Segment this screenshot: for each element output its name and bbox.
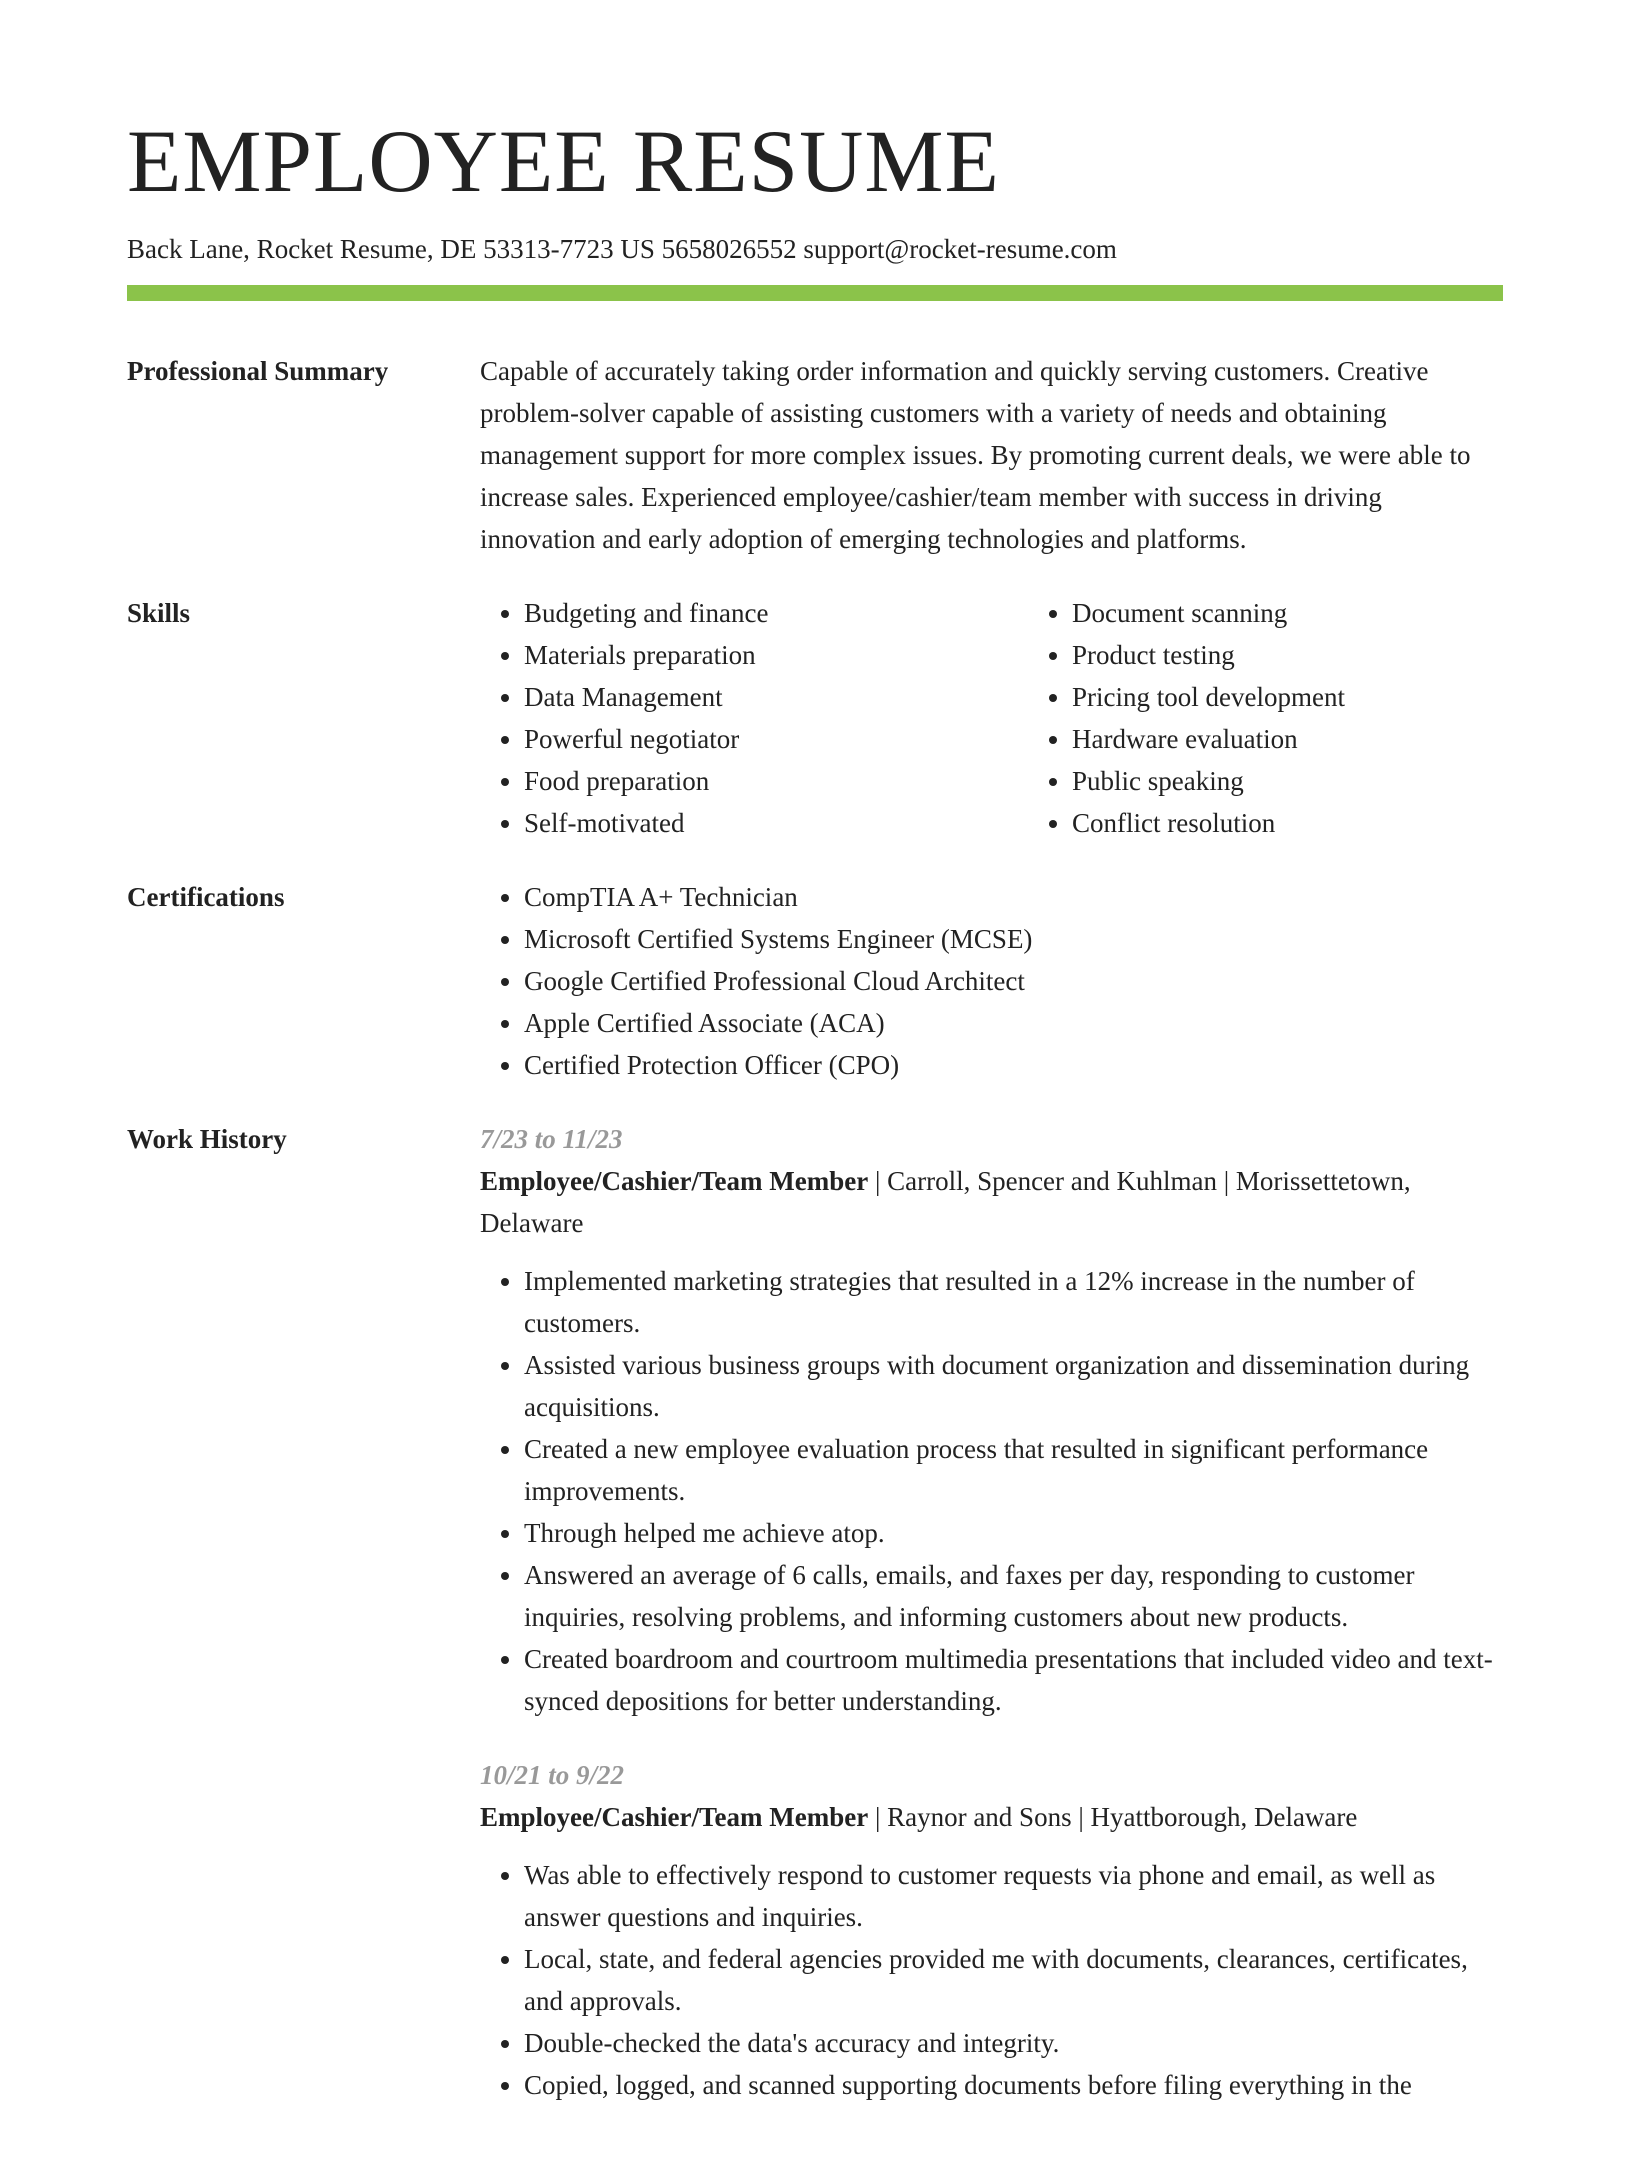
resume-body (127, 350, 1503, 2170)
section-label: Work History (127, 1124, 287, 1154)
job-bullet: • Was able to effectively respond to customer requests via phone and email, as well as answer questions and inquiries. (524, 1854, 1503, 1938)
job-bullet: • Assisted various business groups with document organization and dissemination during acquisitions. (524, 1344, 1503, 1428)
skill-item: • Budgeting and finance (524, 592, 1028, 634)
job-bullet: • Double-checked the data's accuracy and integrity. (524, 2022, 1503, 2064)
skill-item: • Product testing (1072, 634, 1576, 676)
skill-item: • Document scanning (1072, 592, 1576, 634)
section-label: Professional Summary (127, 356, 389, 386)
accent-divider (127, 285, 1503, 301)
job-entry (480, 1754, 1503, 2106)
summary-text: Capable of accurately taking order information and quickly serving customers. Creative problem-solver capable of assisting customers with a variety of needs and obtaining management support for more complex issues. By promoting current deals, we were able to increase sales. Experienced employee/cashier/team member with success in driving innovation and early adoption of emerging technologies and platforms. (480, 356, 1471, 554)
job-bullet: • Implemented marketing strategies that resulted in a 12% increase in the number of customers. (524, 1260, 1503, 1344)
skill-item: • Self-motivated (524, 802, 1028, 844)
certifications-section (127, 876, 1503, 1086)
skill-item: • Hardware evaluation (1072, 718, 1576, 760)
job-bullet: • Local, state, and federal agencies provided me with documents, clearances, certificates, and approvals. (524, 1938, 1503, 2022)
skill-item: • Powerful negotiator (524, 718, 1028, 760)
job-details: | Carroll, Spencer and Kuhlman | Morissettetown, Delaware (480, 1166, 1411, 1238)
job-title (480, 1796, 1503, 1838)
job-bullet: • Created boardroom and courtroom multimedia presentations that included video and text-synced depositions for better understanding. (524, 1638, 1503, 1722)
resume-title: EMPLOYEE RESUME (127, 113, 1000, 211)
job-dates: 10/21 to 9/22 (480, 1760, 625, 1790)
jobs-list (480, 1118, 1503, 2138)
skill-item: • Data Management (524, 676, 1028, 718)
section-label: Certifications (127, 882, 285, 912)
skill-item: • Conflict resolution (1072, 802, 1576, 844)
certification-item: • Apple Certified Associate (ACA) (524, 1002, 1503, 1044)
job-dates: 7/23 to 11/23 (480, 1124, 623, 1154)
skills-columns (480, 592, 1576, 844)
job-details: | Raynor and Sons | Hyattborough, Delaware (868, 1802, 1358, 1832)
job-bullets (480, 1260, 1503, 1722)
section-content (480, 350, 1503, 560)
skills-list-left (480, 592, 1028, 844)
job-bullet: • Copied, logged, and scanned supporting documents before filing everything in the (524, 2064, 1503, 2106)
job-bullets (480, 1854, 1503, 2106)
section-label: Skills (127, 598, 191, 628)
contact-line: Back Lane, Rocket Resume, DE 53313-7723 US 5658026552 support@rocket-resume.com (127, 234, 1117, 264)
job-entry (480, 1118, 1503, 1722)
certification-item: • Microsoft Certified Systems Engineer (MCSE) (524, 918, 1503, 960)
summary-section (127, 350, 1503, 560)
job-role: Employee/Cashier/Team Member (480, 1166, 869, 1196)
job-title (480, 1160, 1503, 1244)
job-bullet: • Through helped me achieve atop. (524, 1512, 1503, 1554)
skills-list-right (1028, 592, 1576, 844)
certification-item: • CompTIA A+ Technician (524, 876, 1503, 918)
section-content (480, 876, 1503, 1086)
skill-item: • Pricing tool development (1072, 676, 1576, 718)
job-role: Employee/Cashier/Team Member (480, 1802, 869, 1832)
job-bullet: • Created a new employee evaluation process that resulted in significant performance improvements. (524, 1428, 1503, 1512)
job-bullet: • Answered an average of 6 calls, emails, and faxes per day, responding to customer inquiries, resolving problems, and informing customers about new products. (524, 1554, 1503, 1638)
skill-item: • Materials preparation (524, 634, 1028, 676)
certifications-list (480, 876, 1503, 1086)
certification-item: • Google Certified Professional Cloud Architect (524, 960, 1503, 1002)
skill-item: • Food preparation (524, 760, 1028, 802)
work-history-section (127, 1118, 1503, 2138)
skill-item: • Public speaking (1072, 760, 1576, 802)
skills-section (127, 592, 1503, 844)
certification-item: • Certified Protection Officer (CPO) (524, 1044, 1503, 1086)
